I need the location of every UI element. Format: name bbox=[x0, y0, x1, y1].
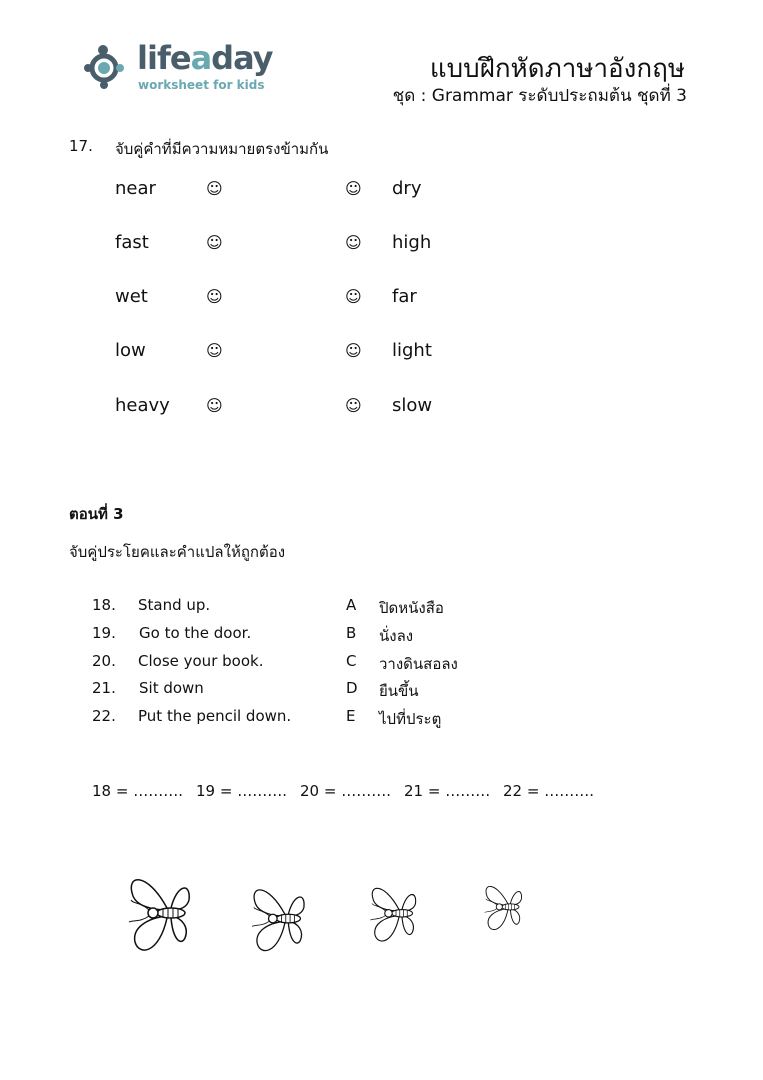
right-word: dry bbox=[392, 178, 422, 199]
item-number: 21. bbox=[92, 679, 116, 697]
page-title: แบบฝึกหัดภาษาอังกฤษ bbox=[429, 54, 685, 84]
item-number: 22. bbox=[92, 707, 116, 725]
item-sentence: Close your book. bbox=[138, 652, 264, 670]
answer-blank[interactable]: 22 = ………. bbox=[503, 782, 594, 800]
item-letter: B bbox=[346, 624, 357, 642]
question-number: 17. bbox=[69, 137, 93, 155]
left-word: wet bbox=[115, 286, 148, 307]
question-instruction: จับคู่คำที่มีความหมายตรงข้ามกัน bbox=[115, 140, 329, 158]
item-number: 20. bbox=[92, 652, 116, 670]
butterfly-icon bbox=[124, 866, 194, 954]
answer-blank[interactable]: 18 = ………. bbox=[92, 782, 183, 800]
left-word: fast bbox=[115, 232, 149, 253]
smiley-icon[interactable]: ☺ bbox=[206, 179, 223, 198]
item-letter: A bbox=[346, 596, 357, 614]
answer-blank[interactable]: 20 = ………. bbox=[300, 782, 391, 800]
section-instruction: จับคู่ประโยคและคำแปลให้ถูกต้อง bbox=[69, 543, 286, 561]
butterfly-icon bbox=[248, 878, 308, 954]
logo bbox=[82, 38, 272, 96]
smiley-icon[interactable]: ☺ bbox=[345, 396, 362, 415]
left-word: heavy bbox=[115, 395, 170, 416]
item-translation: นั่งลง bbox=[379, 627, 414, 645]
item-translation: ยืนขึ้น bbox=[379, 682, 419, 700]
item-sentence: Sit down bbox=[139, 679, 204, 697]
smiley-icon[interactable]: ☺ bbox=[206, 233, 223, 252]
item-translation: ปิดหนังสือ bbox=[379, 599, 444, 617]
item-sentence: Stand up. bbox=[138, 596, 211, 614]
right-word: high bbox=[392, 232, 432, 253]
item-number: 19. bbox=[92, 624, 116, 642]
logo-wordmark: lifeaday bbox=[137, 39, 273, 77]
right-word: light bbox=[392, 340, 432, 361]
item-sentence: Put the pencil down. bbox=[138, 707, 292, 725]
right-word: slow bbox=[392, 395, 433, 416]
right-word: far bbox=[392, 286, 417, 307]
left-word: low bbox=[115, 340, 146, 361]
answer-blank[interactable]: 19 = ………. bbox=[196, 782, 287, 800]
smiley-icon[interactable]: ☺ bbox=[345, 233, 362, 252]
item-translation: วางดินสอลง bbox=[379, 655, 458, 673]
butterfly-icon bbox=[482, 878, 524, 932]
answer-blank[interactable]: 21 = ……… bbox=[404, 782, 491, 800]
item-number: 18. bbox=[92, 596, 116, 614]
smiley-icon[interactable]: ☺ bbox=[345, 341, 362, 360]
item-sentence: Go to the door. bbox=[139, 624, 252, 642]
item-letter: C bbox=[346, 652, 357, 670]
smiley-icon[interactable]: ☺ bbox=[206, 341, 223, 360]
section-heading: ตอนที่ 3 bbox=[69, 505, 124, 523]
logo-molecule-icon bbox=[82, 42, 132, 92]
item-letter: E bbox=[346, 707, 356, 725]
smiley-icon[interactable]: ☺ bbox=[206, 396, 223, 415]
smiley-icon[interactable]: ☺ bbox=[206, 287, 223, 306]
left-word: near bbox=[115, 178, 156, 199]
page-subtitle: ชุด : Grammar ระดับประถมต้น ชุดที่ 3 bbox=[392, 86, 687, 106]
smiley-icon[interactable]: ☺ bbox=[345, 287, 362, 306]
logo-tagline: worksheet for kids bbox=[138, 78, 265, 92]
butterfly-icon bbox=[367, 878, 419, 944]
smiley-icon[interactable]: ☺ bbox=[345, 179, 362, 198]
item-letter: D bbox=[346, 679, 358, 697]
item-translation: ไปที่ประตู bbox=[379, 710, 442, 728]
